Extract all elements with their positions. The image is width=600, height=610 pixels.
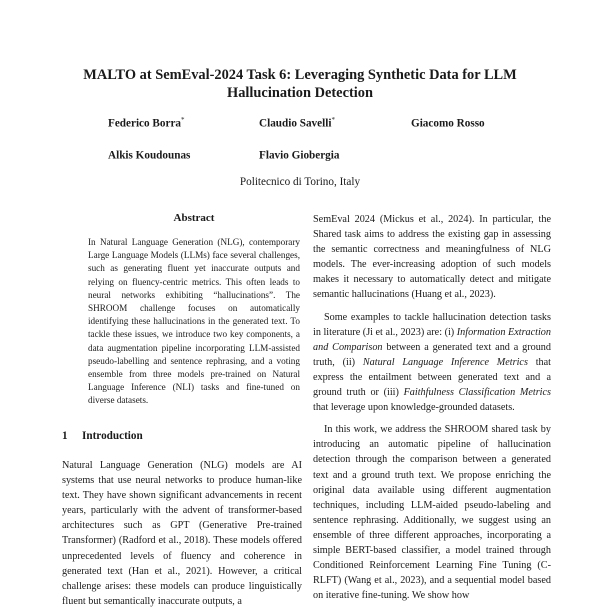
section-number: 1 — [62, 430, 68, 442]
introduction-text: Natural Language Generation (NLG) models are AI systems that use neural networks to produce human-like text. They have shown significant advancements in recent years, particularly with the advent of transformer-based architectures such as GPT (Generative Pre-trained Transformer) (Radford et al., 2018). These models offered unprecedented levels of fluency and coherence in generated text (Han et al., 2021). However, a critical challenge arises: these models can produce linguistically fluent but semantically inaccurate outputs, a — [62, 460, 302, 607]
author-3: Giacomo Rosso — [411, 117, 485, 130]
right-column — [313, 212, 551, 610]
author-4: Alkis Koudounas — [108, 149, 191, 162]
author-2: Claudio Savelli* — [259, 116, 335, 130]
right-paragraph-3: In this work, we address the SHROOM shared task by introducing an automatic pipeline of hallucination detection through the comparison between a generated text and a ground truth text. We propose enriching the original data available using different augmentation techniques, including LLM-aided pseudo-labeling and sentence rephrasing. Additionally, we suggest using an ensemble of three different approaches, incorporating a simple BERT-based classifier, a model trained through Conditioned Reinforcement Learning Fine Tuning (C-RLFT) (Wang et al., 2023), and a sequential model based on iterative fine-tuning. We show how — [313, 424, 551, 602]
section-title: Introduction — [82, 430, 143, 442]
right-paragraph-2: Some examples to tackle hallucination detection tasks in literature (Ji et al., 2023) are: (i) Information Extraction and Comparison between a generated text and a ground truth, (ii) Natural Language Inference Metrics that express the entailment between generated text and a ground truth or (iii) Faithfulness Classification Metrics that leverage upon knowledge-grounded datasets. — [313, 311, 552, 414]
abstract-heading: Abstract — [173, 212, 215, 224]
affiliation: Politecnico di Torino, Italy — [239, 176, 361, 188]
author-1: Federico Borra* — [108, 116, 185, 130]
author-5: Flavio Giobergia — [259, 149, 340, 162]
paper-title: MALTO at SemEval-2024 Task 6: Leveraging Synthetic Data for LLM Hallucination Detection — [83, 67, 517, 101]
abstract-text: In Natural Language Generation (NLG), contemporary Large Language Models (LLMs) face several challenges, such as generating fluent yet inaccurate outputs and relying on fluency-centric metrics. This often leads to neural networks exhibiting “hallucinations”. The SHROOM challenge focuses on automatically identifying these hallucinations in the generated text. To tackle these issues, we introduce two key components, a data augmentation pipeline incorporating LLM-assisted pseudo-labelling and sentence rephrasing, and a voting ensemble from three models pre-trained on Natural Language Inference (NLI) tasks and fine-tuned on diverse datasets. — [88, 237, 300, 406]
right-paragraph-1: SemEval 2024 (Mickus et al., 2024). In particular, the Shared task aims to address the existing gap in assessing the semantic correctness and meaningfulness of NLG models. The ever-increasing adoption of such models makes it necessary to automatically detect and mitigate semantic hallucinations (Huang et al., 2023). — [313, 214, 551, 301]
section-heading — [62, 430, 143, 442]
